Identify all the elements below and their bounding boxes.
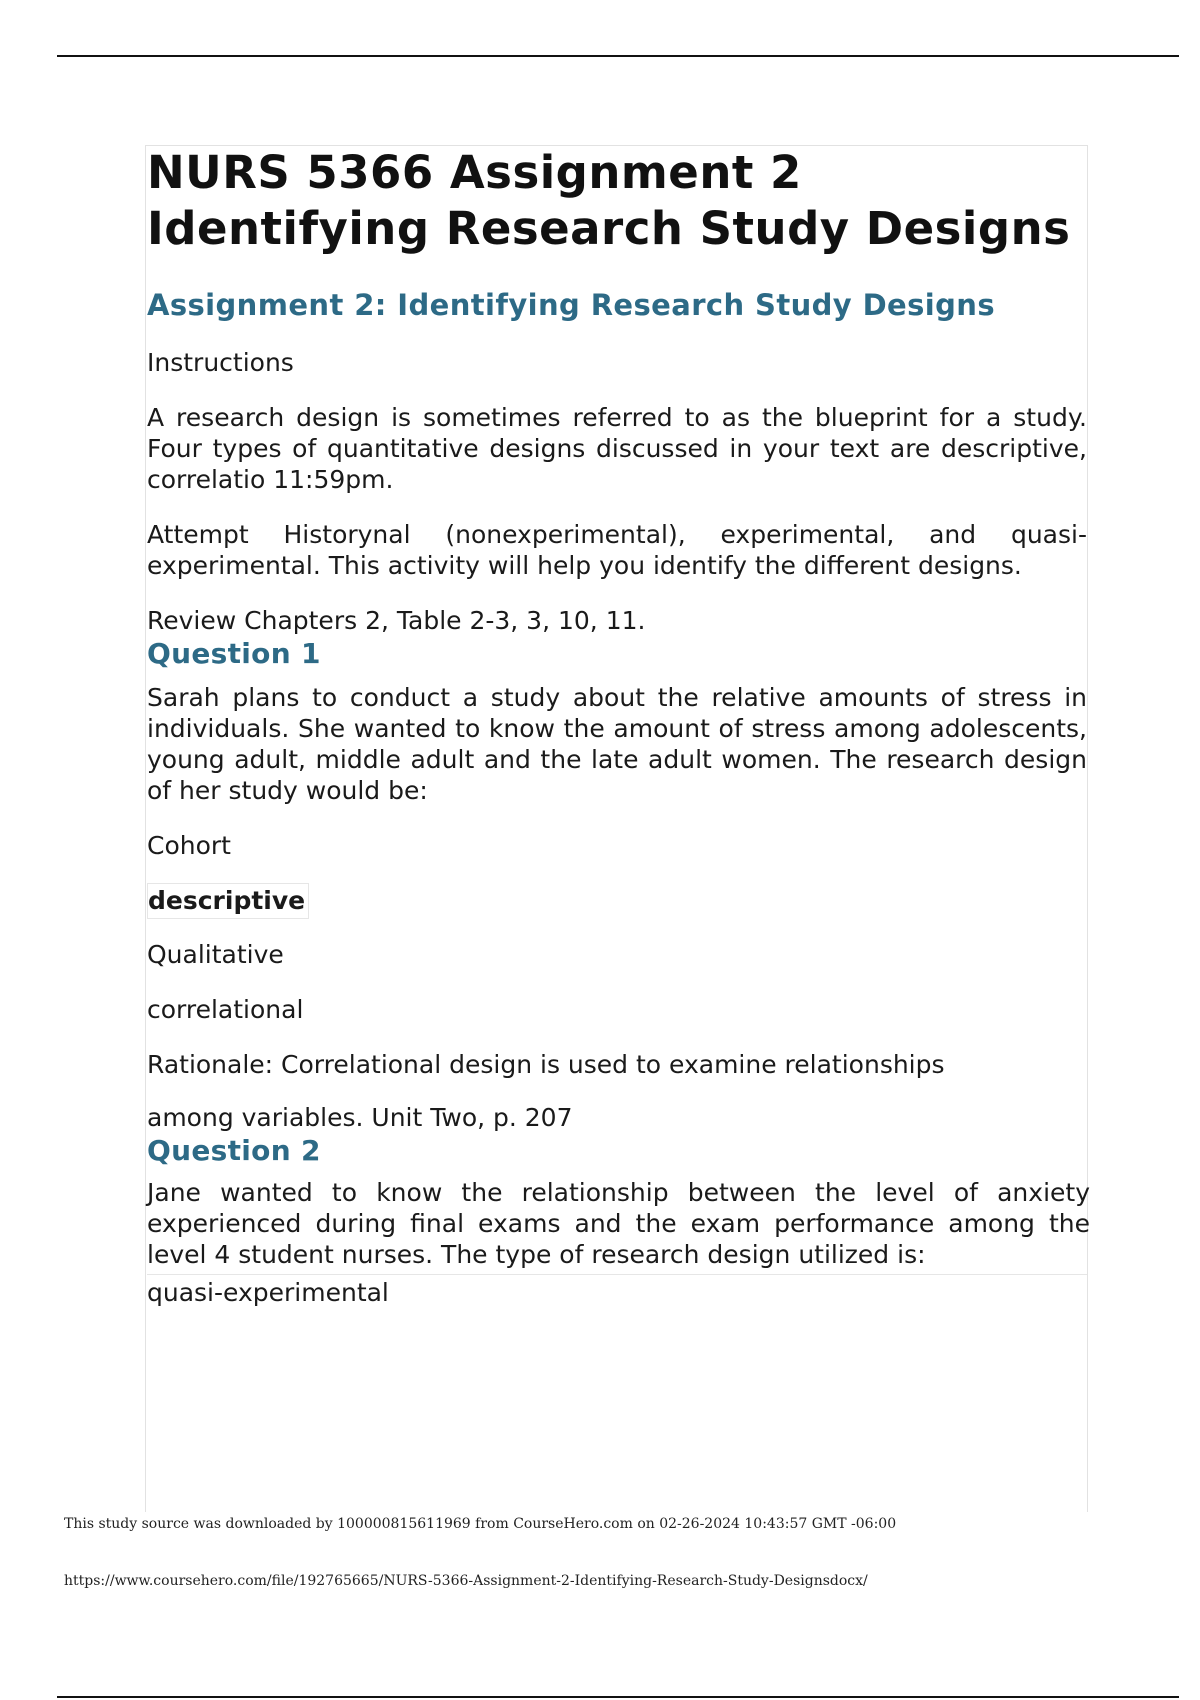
- question-1-text: Sarah plans to conduct a study about the relative amounts of stress in individuals. She wanted to know the amount of stress among adolescents, young adult, middle adult and the late adult women. The research design of her study would be:: [147, 683, 1087, 805]
- instructions-label: Instructions: [147, 348, 294, 377]
- question-1-rationale-line-1: Rationale: Correlational design is used to examine relationships: [147, 1050, 945, 1079]
- question-2-heading: Question 2: [147, 1134, 321, 1167]
- instructions-paragraph-2: Attempt Historynal (nonexperimental), experimental, and quasi-experimental. This activity will help you identify the different designs.: [147, 520, 1087, 580]
- question-2-answer: quasi-experimental: [147, 1278, 389, 1307]
- top-divider: [57, 55, 1179, 57]
- question-1-option-correlational: correlational: [147, 995, 304, 1024]
- instructions-paragraph-1: A research design is sometimes referred to as the blueprint for a study. Four types of quantitative designs discussed in your text are descriptive, correlatio 11:59pm.: [147, 403, 1087, 494]
- source-url[interactable]: https://www.coursehero.com/file/192765665/NURS-5366-Assignment-2-Identifying-Research-Study-Designsdocx/: [64, 1573, 868, 1589]
- question-1-option-cohort: Cohort: [147, 831, 231, 860]
- question-1-option-descriptive-selected: descriptive: [147, 883, 309, 919]
- download-notice: This study source was downloaded by 100000815611969 from CourseHero.com on 02-26-2024 10:43:57 GMT -06:00: [64, 1516, 897, 1532]
- document-content: [147, 145, 1090, 1308]
- question-1-rationale-line-2: among variables. Unit Two, p. 207: [147, 1103, 573, 1132]
- question-1-heading: Question 1: [147, 637, 321, 670]
- document-title: NURS 5366 Assignment 2 Identifying Research Study Designs: [147, 146, 1071, 255]
- bottom-divider: [57, 1696, 1179, 1698]
- section-heading: Assignment 2: Identifying Research Study Designs: [147, 288, 995, 322]
- review-chapters-text: Review Chapters 2, Table 2-3, 3, 10, 11.: [147, 606, 646, 635]
- question-1-option-qualitative: Qualitative: [147, 940, 284, 969]
- question-2-text: Jane wanted to know the relationship between the level of anxiety experienced during final exams and the exam performance among the level 4 student nurses. The type of research design utilized is:: [147, 1178, 1090, 1269]
- question-2-answer-box: [147, 1274, 1087, 1308]
